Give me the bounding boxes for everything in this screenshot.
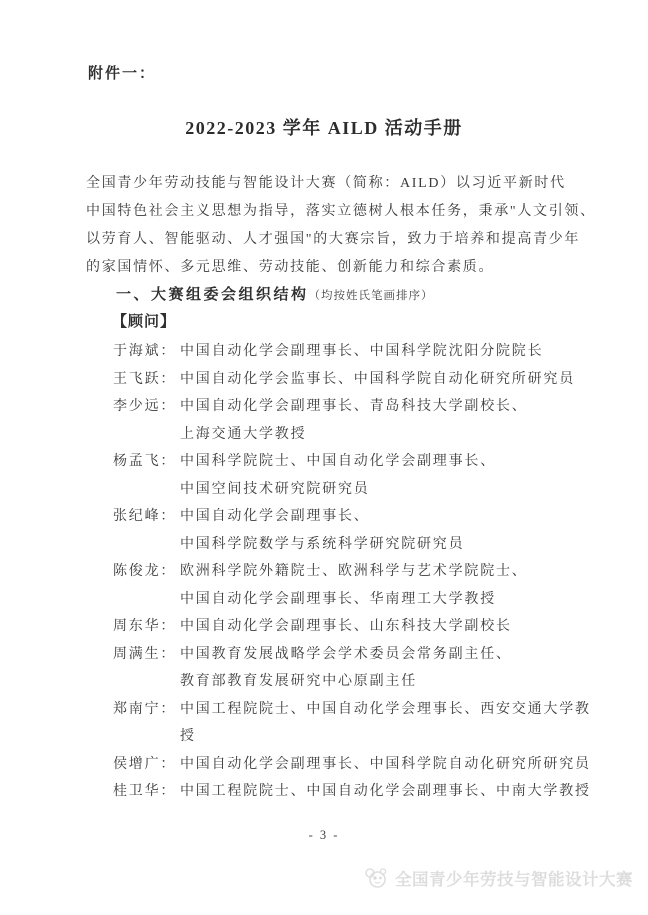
intro-line: 以劳育人、智能驱动、人才强国"的大赛宗旨，致力于培养和提高青少年 bbox=[86, 232, 581, 247]
advisor-entry bbox=[113, 751, 591, 779]
advisor-description: 中国自动化学会副理事长、青岛科技大学副校长、 上海交通大学教授 bbox=[180, 399, 528, 442]
advisor-description: 中国工程院院士、中国自动化学会理事长、西安交通大学教 授 bbox=[180, 701, 591, 744]
advisor-entry bbox=[113, 448, 591, 503]
section-heading-note: （均按姓氏笔画排序） bbox=[308, 290, 434, 302]
page-number: - 3 - bbox=[308, 828, 340, 842]
attachment-label: 附件一： bbox=[88, 66, 157, 82]
advisor-name: 王飞跃： bbox=[113, 371, 177, 387]
advisor-description: 中国自动化学会副理事长、中国科学院沈阳分院院长 bbox=[180, 344, 544, 359]
intro-line: 全国青少年劳动技能与智能设计大赛（简称：AILD）以习近平新时代 bbox=[86, 176, 566, 191]
advisor-list bbox=[113, 338, 591, 806]
advisor-description: 中国自动化学会监事长、中国科学院自动化研究所研究员 bbox=[180, 371, 575, 387]
advisor-description: 中国自动化学会副理事长、 中国科学院数学与系统科学研究院研究员 bbox=[180, 509, 465, 552]
advisor-name: 桂卫华： bbox=[113, 784, 177, 799]
advisor-name: 周满生： bbox=[113, 646, 177, 662]
advisor-description: 中国科学院院士、中国自动化学会副理事长、 中国空间技术研究院研究员 bbox=[180, 454, 496, 497]
advisor-name: 周东华： bbox=[113, 619, 177, 634]
intro-line: 的家国情怀、多元思维、劳动技能、创新能力和综合素质。 bbox=[86, 260, 495, 275]
advisor-entry bbox=[113, 613, 591, 641]
advisor-entry bbox=[113, 641, 591, 696]
section-heading bbox=[116, 283, 434, 304]
group-label-advisors: 【顾问】 bbox=[112, 314, 177, 330]
advisor-name: 于海斌： bbox=[113, 344, 177, 359]
advisor-description: 中国自动化学会副理事长、中国科学院自动化研究所研究员 bbox=[180, 756, 591, 772]
advisor-description: 中国自动化学会副理事长、山东科技大学副校长 bbox=[180, 619, 512, 634]
advisor-entry bbox=[113, 503, 591, 558]
advisor-entry bbox=[113, 696, 591, 751]
advisor-entry bbox=[113, 558, 591, 613]
advisor-entry bbox=[113, 393, 591, 448]
contest-logo-icon bbox=[364, 866, 390, 890]
advisor-description: 中国教育发展战略学会学术委员会常务副主任、 教育部教育发展研究中心原副主任 bbox=[180, 646, 512, 689]
advisor-entry bbox=[113, 778, 591, 806]
advisor-name: 郑南宁： bbox=[113, 701, 177, 717]
watermark bbox=[364, 866, 633, 890]
advisor-name: 陈俊龙： bbox=[113, 564, 177, 579]
intro-line: 中国特色社会主义思想为指导，落实立德树人根本任务，秉承"人文引领、 bbox=[86, 204, 596, 219]
advisor-description: 中国工程院院士、中国自动化学会副理事长、中南大学教授 bbox=[180, 784, 591, 799]
advisor-entry bbox=[113, 338, 591, 366]
advisor-description: 欧洲科学院外籍院士、欧洲科学与艺术学院院士、 中国自动化学会副理事长、华南理工大学教授 bbox=[180, 564, 528, 607]
intro-paragraph bbox=[86, 170, 596, 282]
page-title: 2022-2023 学年 AILD 活动手册 bbox=[185, 118, 463, 138]
advisor-name: 李少远： bbox=[113, 399, 177, 414]
section-heading-text: 一、大赛组委会组织结构 bbox=[116, 287, 309, 303]
advisor-name: 侯增广： bbox=[113, 756, 177, 772]
advisor-entry bbox=[113, 366, 591, 394]
watermark-text: 全国青少年劳技与智能设计大赛 bbox=[395, 870, 633, 889]
advisor-name: 张纪峰： bbox=[113, 509, 177, 524]
advisor-name: 杨孟飞： bbox=[113, 454, 177, 469]
